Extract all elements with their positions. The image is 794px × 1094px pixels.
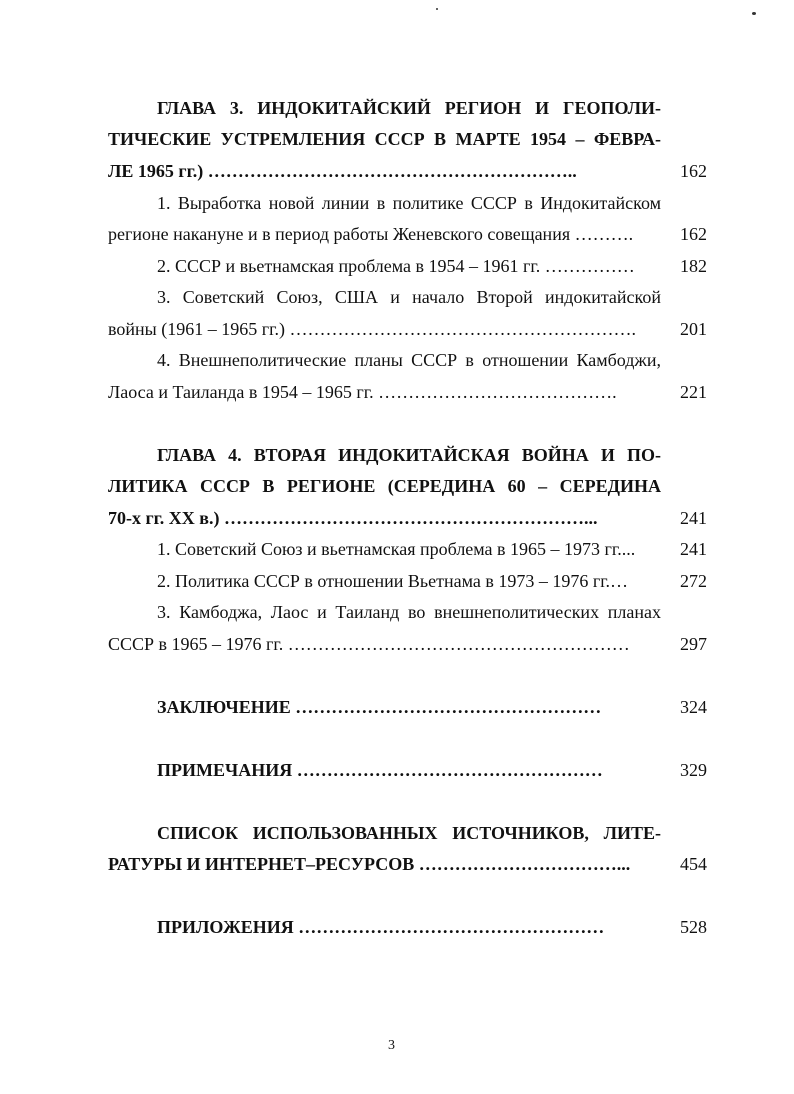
scan-speck <box>752 12 756 15</box>
toc-chapter4-line1: ГЛАВА 4. ВТОРАЯ ИНДОКИТАЙСКАЯ ВОЙНА И ПО- <box>157 445 661 465</box>
toc-section-4-2-page: 272 <box>680 571 707 591</box>
toc-section-4-2-line1: 2. Политика СССР в отношении Вьетнама в 1973 – 1976 гг.… <box>157 571 629 591</box>
toc-chapter3-line3: ЛЕ 1965 гг.) …………………………………………………….. <box>108 161 577 181</box>
toc-section-3-2-line1: 2. СССР и вьетнамская проблема в 1954 – 1961 гг. …………… <box>157 256 635 276</box>
toc-section-3-1-line2: регионе накануне и в период работы Женевского совещания ………. <box>108 224 634 244</box>
toc-chapter3-page: 162 <box>680 161 707 181</box>
toc-bibliography-line1: СПИСОК ИСПОЛЬЗОВАННЫХ ИСТОЧНИКОВ, ЛИТЕ- <box>157 823 661 843</box>
toc-section-3-4-line2: Лаоса и Таиланда в 1954 – 1965 гг. …………………………………. <box>108 382 617 402</box>
toc-section-3-4-page: 221 <box>680 382 707 402</box>
toc-bibliography-line2: РАТУРЫ И ИНТЕРНЕТ–РЕСУРСОВ ……………………………... <box>108 854 631 874</box>
toc-appendices: ПРИЛОЖЕНИЯ …………………………………………… <box>157 917 605 937</box>
toc-appendices-page: 528 <box>680 917 707 937</box>
toc-section-4-3-line1: 3. Камбоджа, Лаос и Таиланд во внешнеполитических планах <box>157 602 661 622</box>
toc-notes-page: 329 <box>680 760 707 780</box>
toc-section-4-3-line2: СССР в 1965 – 1976 гг. ………………………………………………… <box>108 634 630 654</box>
toc-section-4-1-page: 241 <box>680 539 707 559</box>
toc-section-4-1-line1: 1. Советский Союз и вьетнамская проблема в 1965 – 1973 гг.... <box>157 539 636 559</box>
toc-notes: ПРИМЕЧАНИЯ …………………………………………… <box>157 760 603 780</box>
toc-section-4-3-page: 297 <box>680 634 707 654</box>
toc-conclusion-page: 324 <box>680 697 707 717</box>
toc-chapter3-line2: ТИЧЕСКИЕ УСТРЕМЛЕНИЯ СССР В МАРТЕ 1954 – ФЕВРА- <box>108 129 661 149</box>
toc-section-3-3-line2: войны (1961 – 1965 гг.) …………………………………………………. <box>108 319 636 339</box>
toc-section-3-2-page: 182 <box>680 256 707 276</box>
page-number: 3 <box>388 1038 395 1053</box>
toc-section-3-1-page: 162 <box>680 224 707 244</box>
toc-chapter4-line3: 70-х гг. XX в.) ……………………………………………………... <box>108 508 598 528</box>
toc-chapter3-line1: ГЛАВА 3. ИНДОКИТАЙСКИЙ РЕГИОН И ГЕОПОЛИ- <box>157 98 661 118</box>
toc-chapter4-line2: ЛИТИКА СССР В РЕГИОНЕ (СЕРЕДИНА 60 – СЕРЕДИНА <box>108 476 661 496</box>
toc-bibliography-page: 454 <box>680 854 707 874</box>
toc-chapter4-page: 241 <box>680 508 707 528</box>
toc-section-3-1-line1: 1. Выработка новой линии в политике СССР в Индокитайском <box>157 193 661 213</box>
toc-section-3-3-page: 201 <box>680 319 707 339</box>
toc-section-3-4-line1: 4. Внешнеполитические планы СССР в отношении Камбоджи, <box>157 350 661 370</box>
scan-speck <box>436 8 438 10</box>
toc-section-3-3-line1: 3. Советский Союз, США и начало Второй индокитайской <box>157 287 661 307</box>
toc-conclusion: ЗАКЛЮЧЕНИЕ …………………………………………… <box>157 697 602 717</box>
